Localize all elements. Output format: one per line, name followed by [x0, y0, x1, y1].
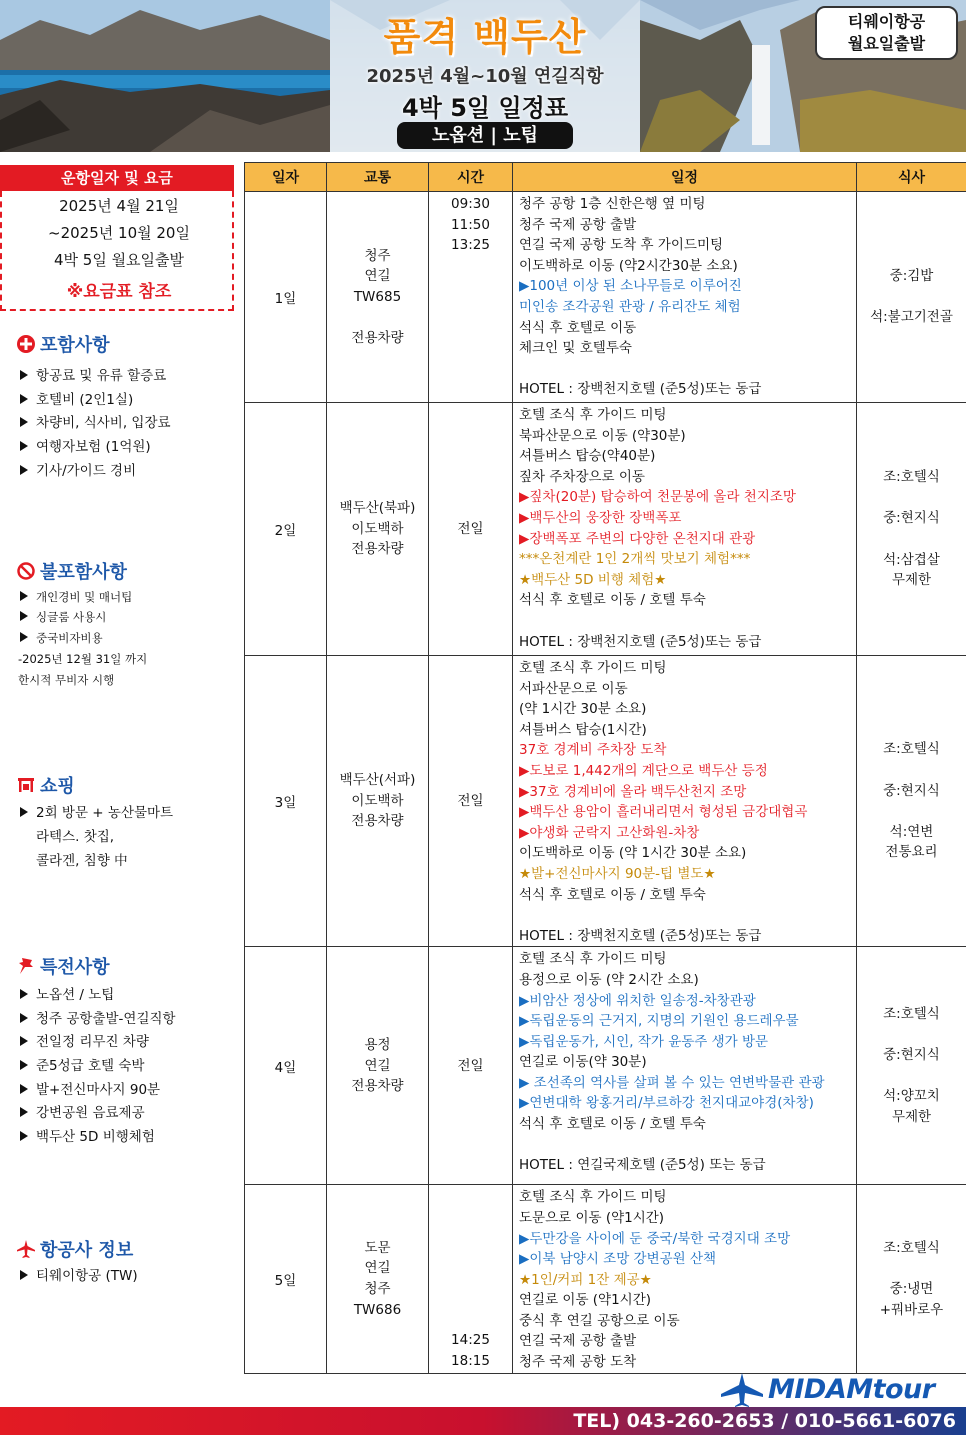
schedule-cell [513, 192, 857, 403]
included-item: 기사/가이드 경비 [20, 461, 136, 481]
benefit-item: 백두산 5D 비행체험 [20, 1127, 155, 1147]
day-cell: 4일 [245, 947, 327, 1185]
transport-line: 백두산(북파) [339, 500, 416, 517]
schedule-line: 중식 후 연길 공항으로 이동 [519, 1312, 680, 1329]
table-row [245, 192, 966, 403]
meal-line: 석:불고기전골 [870, 309, 953, 326]
transport-line: 전용차량 [351, 813, 404, 830]
meal-line: 중:냉면 [889, 1280, 934, 1297]
transport-line: 이도백하 [351, 520, 404, 537]
meal-line: +꿔바로우 [879, 1301, 944, 1318]
meal-line [857, 1258, 966, 1279]
schedule-line: (약 1시간 30분 소요) [519, 701, 647, 718]
schedule-line [519, 359, 856, 380]
no-option-pill: 노옵션 | 노팁 [397, 122, 573, 149]
contact-phone: TEL) 043-260-2653 / 010-5661-6076 [573, 1410, 956, 1432]
schedule-line: 연길로 이동 (약1시간) [519, 1292, 652, 1309]
schedule-line: 셔틀버스 탑승(약40분) [519, 448, 656, 465]
transport-line: 연길 [364, 1260, 391, 1277]
excluded-note: 한시적 무비자 시행 [18, 673, 115, 687]
benefit-item: 노옵션 / 노팁 [20, 985, 114, 1005]
meal-line: 전통요리 [885, 844, 938, 861]
transport-line: 이도백하 [351, 792, 404, 809]
itinerary-table [244, 162, 966, 1374]
badge-line-departure: 월요일출발 [847, 34, 926, 53]
schedule-line: ★발+전신마사지 90분-팁 별도★ [519, 865, 716, 882]
schedule-line: 석식 후 호텔로 이동 / 호텔 투숙 [519, 1116, 706, 1133]
transport-cell [327, 656, 429, 947]
meal-line: 무제한 [891, 572, 932, 589]
schedule-line [519, 1135, 856, 1156]
price-line: ~2025년 10월 20일 [48, 224, 190, 242]
day-cell: 5일 [245, 1185, 327, 1373]
schedule-line: 이도백하로 이동 (약2시간30분 소요) [519, 257, 738, 274]
time-line: 전일 [457, 1057, 484, 1074]
transport-cell [327, 947, 429, 1185]
footer-bar [0, 1407, 966, 1435]
benefit-item: 준5성급 호텔 숙박 [20, 1056, 144, 1076]
schedule-line: HOTEL : 장백천지호텔 (준5성)또는 동급 [519, 927, 762, 944]
table-row [245, 947, 966, 1185]
time-cell [429, 403, 513, 656]
schedule-cell [513, 947, 857, 1185]
schedule-line: ▶장백폭포 주변의 다양한 온천지대 관광 [519, 530, 756, 547]
transport-line: 도문 [364, 1239, 391, 1256]
transport-line: TW686 [353, 1301, 402, 1318]
company-logo-text: MIDAMtour [768, 1374, 935, 1405]
schedule-line: 이도백하로 이동 (약 1시간 30분 소요) [519, 845, 747, 862]
airline-item: 티웨이항공 (TW) [20, 1266, 138, 1286]
page-subtitle: 2025년 4월~10월 연길직항 [366, 66, 604, 87]
meal-line: 무제한 [891, 1109, 932, 1125]
schedule-line: ▶100년 이상 된 소나무들로 이루어진 [519, 278, 742, 295]
time-line: 11:50 [451, 216, 490, 233]
schedule-line: ▶37호 경계비에 올라 백두산천지 조망 [519, 783, 747, 800]
schedule-line: 용정으로 이동 (약 2시간 소요) [519, 971, 699, 988]
day-cell: 3일 [245, 656, 327, 947]
schedule-line: ▶ 조선족의 역사를 살펴 볼 수 있는 연변박물관 관광 [519, 1074, 825, 1091]
shopping-icon [16, 775, 36, 795]
table-header-row [245, 163, 966, 192]
airline-section-title [16, 1239, 133, 1263]
table-row [245, 403, 966, 656]
meal-line: 석:삼겹살 [883, 551, 940, 568]
schedule-line [519, 905, 856, 926]
schedule-line: ★백두산 5D 비행 체험★ [519, 571, 667, 588]
meal-line: 조:호텔식 [883, 469, 940, 486]
benefits-section-title [16, 956, 110, 980]
transport-line: 청주 [364, 1280, 391, 1297]
meals-cell [857, 1185, 966, 1373]
meal-line: 석:양꼬치 [883, 1088, 940, 1105]
transport-line: 백두산(서파) [339, 772, 416, 789]
transport-cell [327, 403, 429, 656]
benefit-item: 전일정 리무진 차량 [20, 1032, 149, 1052]
column-header-time: 시간 [429, 163, 513, 192]
schedule-line: 청주 공항 1층 신한은행 옆 미팅 [519, 196, 706, 212]
airline-title: 항공사 정보 [40, 1240, 134, 1261]
excluded-section-title [16, 561, 127, 585]
schedule-cell [513, 656, 857, 947]
price-reference: ※요금표 참조 [66, 282, 172, 302]
day-cell: 2일 [245, 403, 327, 656]
schedule-line: 호텔 조식 후 가이드 미팅 [519, 951, 667, 968]
schedule-line: HOTEL : 장백천지호텔 (준5성)또는 동급 [519, 633, 762, 650]
schedule-line: 청주 국제 공항 출발 [519, 216, 637, 233]
schedule-line: 석식 후 호텔로 이동 [519, 319, 637, 336]
excluded-item: 싱글룸 사용시 [20, 607, 106, 627]
price-line: 4박 5일 월요일출발 [53, 251, 185, 269]
table-row [245, 1185, 966, 1373]
meal-line: 석:연변 [889, 823, 934, 840]
header-banner [0, 0, 966, 152]
schedule-line: ▶이북 남양시 조망 강변공원 산책 [519, 1251, 717, 1268]
schedule-line: ▶야생화 군락지 고산화원-차창 [519, 824, 700, 841]
meal-line [857, 760, 966, 781]
day-cell: 1일 [245, 192, 327, 403]
transport-cell [327, 1185, 429, 1373]
airplane-logo-icon [720, 1372, 764, 1408]
schedule-line: 호텔 조식 후 가이드 미팅 [519, 1189, 667, 1206]
schedule-line [519, 611, 856, 632]
schedule-line: 북파산문으로 이동 (약30분) [519, 427, 686, 444]
excluded-item: 중국비자비용 [20, 628, 103, 648]
schedule-line: 연길 국제 공항 출발 [519, 1333, 637, 1350]
meals-cell [857, 403, 966, 656]
schedule-line: 도문으로 이동 (약1시간) [519, 1209, 665, 1226]
time-cell [429, 947, 513, 1185]
column-header-transport: 교통 [327, 163, 429, 192]
included-section-title [16, 334, 110, 358]
schedule-line: ▶비암산 정상에 위치한 일송정-차창관광 [519, 992, 756, 1009]
meal-line [857, 529, 966, 550]
schedule-line: 짚차 주차장으로 이동 [519, 468, 645, 485]
price-box [0, 191, 234, 311]
schedule-line: 서파산문으로 이동 [519, 680, 628, 697]
time-cell [429, 1185, 513, 1373]
schedule-line: ▶독립운동가, 시인, 작가 윤동주 생가 방문 [519, 1033, 769, 1050]
schedule-title: 4박 5일 일정표 [401, 94, 569, 122]
time-cell [429, 656, 513, 947]
schedule-line: ▶도보로 1,442개의 계단으로 백두산 등정 [519, 762, 768, 779]
benefit-item: 발+전신마사지 90분 [20, 1080, 160, 1100]
included-title: 포함사항 [40, 335, 110, 356]
company-logo [720, 1372, 960, 1408]
transport-line: 청주 [364, 247, 391, 264]
meal-line: 중:현지식 [883, 782, 940, 799]
schedule-line: ***온천계란 1인 2개씩 맛보기 체험*** [519, 551, 751, 568]
time-line: 18:15 [451, 1352, 490, 1369]
schedule-line: ▶두만강을 사이에 둔 중국/북한 국경지대 조망 [519, 1230, 791, 1247]
meal-line: 중:현지식 [883, 1047, 940, 1064]
transport-line: 연길 [364, 268, 391, 285]
column-header-schedule: 일정 [513, 163, 857, 192]
badge-line-airline: 티웨이항공 [847, 12, 926, 31]
meals-cell [857, 947, 966, 1185]
column-header-meals: 식사 [857, 163, 966, 192]
airplane-icon [16, 1239, 36, 1259]
prohibited-icon [16, 561, 36, 581]
meal-line: 조:호텔식 [883, 741, 940, 758]
schedule-line: 호텔 조식 후 가이드 미팅 [519, 407, 667, 423]
table-row [245, 656, 966, 947]
schedule-line: HOTEL : 장백천지호텔 (준5성)또는 동급 [519, 381, 762, 398]
schedule-line: 석식 후 호텔로 이동 / 호텔 투숙 [519, 592, 706, 609]
schedule-line: 청주 국제 공항 도착 [519, 1354, 637, 1371]
included-item: 차량비, 식사비, 입장료 [20, 413, 171, 433]
schedule-line: HOTEL : 연길국제호텔 (준5성) 또는 동급 [519, 1157, 766, 1174]
meal-line: 중:현지식 [883, 510, 940, 527]
schedule-line: 연길 국제 공항 도착 후 가이드미팅 [519, 237, 724, 254]
page-title: 품격 백두산 [383, 15, 587, 59]
meals-cell [857, 656, 966, 947]
schedule-line: 체크인 및 호텔투숙 [519, 340, 632, 357]
time-line: 09:30 [451, 196, 490, 212]
pushpin-icon [16, 956, 36, 976]
transport-line: 전용차량 [351, 329, 404, 346]
meal-line [857, 801, 966, 822]
meal-line: 조:호텔식 [883, 1006, 940, 1023]
transport-line: TW685 [353, 288, 402, 305]
schedule-line: ▶백두산의 웅장한 장백폭포 [519, 509, 682, 526]
schedule-line: 호텔 조식 후 가이드 미팅 [519, 660, 667, 676]
excluded-title: 불포함사항 [40, 562, 127, 583]
time-line: 14:25 [451, 1332, 490, 1349]
transport-line: 연길 [364, 1057, 391, 1074]
transport-line: 전용차량 [351, 1078, 404, 1095]
schedule-line: 셔틀버스 탑승(1시간) [519, 721, 647, 738]
plus-circle-icon [16, 334, 36, 354]
benefits-title: 특전사항 [40, 957, 110, 978]
shopping-title: 쇼핑 [40, 776, 75, 797]
excluded-note: -2025년 12월 31일 까지 [18, 652, 148, 666]
meal-line: 중:김밥 [889, 268, 934, 285]
transport-line [327, 307, 428, 328]
schedule-line: ▶백두산 용암이 흘러내리면서 형성된 금강대협곡 [519, 804, 808, 821]
benefit-item: 강변공원 음료제공 [20, 1103, 145, 1123]
schedule-line: 37호 경계비 주차장 도착 [519, 742, 667, 759]
meal-line: 조:호텔식 [883, 1239, 940, 1256]
schedule-line: ★1인/커피 1잔 제공★ [519, 1271, 652, 1288]
meal-line [857, 1066, 966, 1087]
price-line: 2025년 4월 21일 [59, 197, 179, 215]
price-box-title: 운항일자 및 요금 [0, 165, 234, 191]
schedule-cell [513, 403, 857, 656]
schedule-line: ▶독립운동의 근거지, 지명의 기원인 용드레우물 [519, 1013, 799, 1030]
shopping-item: 2회 방문 + 농산물마트 [20, 803, 173, 823]
schedule-line: ▶연변대학 왕홍거리/부르하강 천지대교야경(차창) [519, 1095, 814, 1112]
meal-line [857, 488, 966, 509]
time-line: 전일 [457, 792, 484, 809]
schedule-line: 미인송 조각공원 관광 / 유리잔도 체험 [519, 298, 741, 315]
benefit-item: 청주 공항출발-연길직항 [20, 1009, 176, 1029]
airline-badge [815, 6, 958, 60]
time-cell [429, 192, 513, 403]
column-header-day: 일자 [245, 163, 327, 192]
shopping-section-title [16, 775, 75, 799]
schedule-line: ▶짚차(20분) 탑승하여 천문봉에 올라 천지조망 [519, 489, 796, 506]
included-item: 항공료 및 유류 할증료 [20, 366, 166, 386]
meal-line [857, 1025, 966, 1046]
included-item: 여행자보험 (1억원) [20, 437, 151, 457]
schedule-cell [513, 1185, 857, 1373]
schedule-line: 석식 후 호텔로 이동 / 호텔 투숙 [519, 886, 706, 903]
excluded-item: 개인경비 및 매너팁 [20, 587, 132, 607]
schedule-line: 연길로 이동(약 30분) [519, 1054, 647, 1071]
time-line: 13:25 [451, 237, 490, 254]
shopping-note: 라텍스. 찻집, [36, 829, 115, 845]
meal-line [857, 287, 966, 308]
transport-line: 전용차량 [351, 541, 404, 558]
transport-cell [327, 192, 429, 403]
meals-cell [857, 192, 966, 403]
included-item: 호텔비 (2인1실) [20, 390, 133, 410]
time-line: 전일 [457, 520, 484, 537]
shopping-note: 콜라겐, 침향 中 [36, 853, 128, 869]
transport-line: 용정 [364, 1036, 391, 1053]
